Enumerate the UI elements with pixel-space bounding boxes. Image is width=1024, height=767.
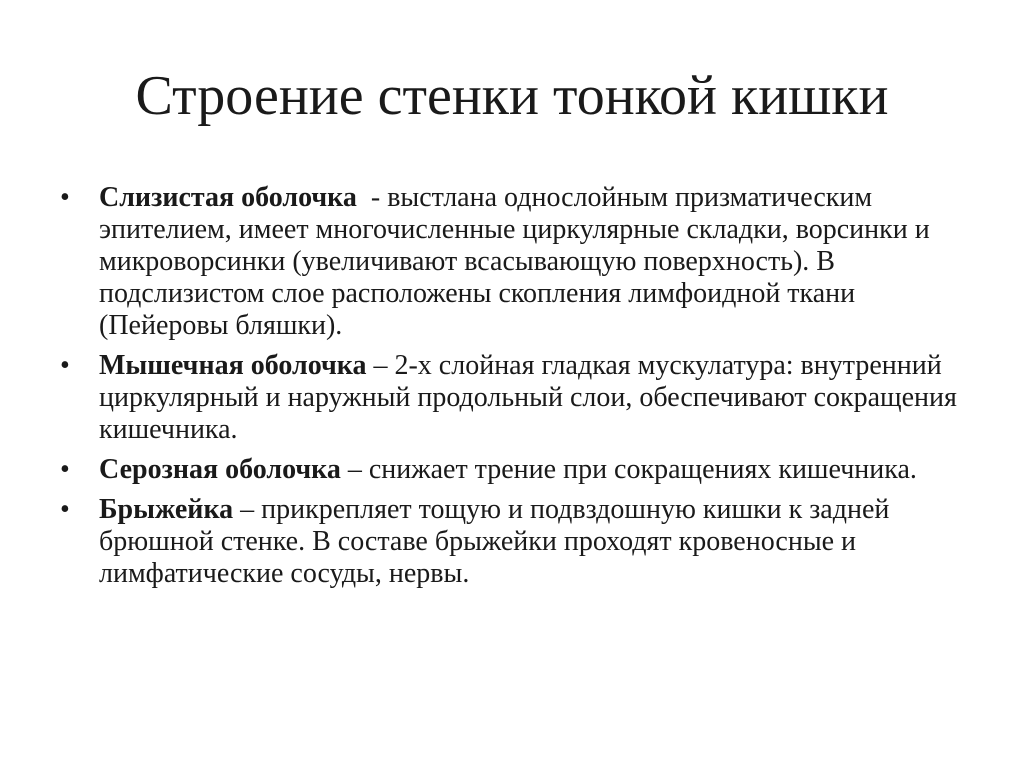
bullet-term: Брыжейка [99, 494, 234, 525]
bullet-marker: • [60, 182, 70, 213]
bullet-item-muscular [60, 350, 960, 446]
bullet-separator: – [340, 454, 369, 485]
bullet-text: 2-х слойная гладкая мускулатура: внутренний циркулярный и наружный продольный слои, обеспечивают сокращения кишечника. [99, 350, 957, 445]
slide-title: Строение стенки тонкой кишки [135, 65, 889, 127]
bullet-text: снижает трение при сокращениях кишечника. [368, 454, 917, 485]
bullet-item-mesentery [60, 494, 960, 590]
bullet-term: Мышечная оболочка [99, 350, 367, 381]
bullet-separator: – [366, 350, 395, 381]
bullet-term: Серозная оболочка [99, 454, 341, 485]
bullet-text: прикрепляет тощую и подвздошную кишки к задней брюшной стенке. В составе брыжейки проходят кровеносные и лимфатические сосуды, нервы. [99, 494, 890, 589]
bullet-term: Слизистая оболочка [99, 182, 357, 213]
bullet-marker: • [60, 494, 70, 525]
bullet-marker: • [60, 454, 70, 485]
bullet-list [60, 182, 960, 598]
bullet-text: выстлана однослойным призматическим эпителием, имеет многочисленные циркулярные складки, ворсинки и микроворсинки (увеличивают всасывающую поверхность). В подслизистом слое расположены скопления лимфоидной ткани (Пейеровы бляшки). [99, 182, 930, 341]
bullet-item-mucosa [60, 182, 960, 342]
bullet-marker: • [60, 350, 70, 381]
bullet-item-serosa [60, 454, 960, 486]
bullet-separator: – [233, 494, 262, 525]
bullet-separator: - [356, 182, 388, 213]
